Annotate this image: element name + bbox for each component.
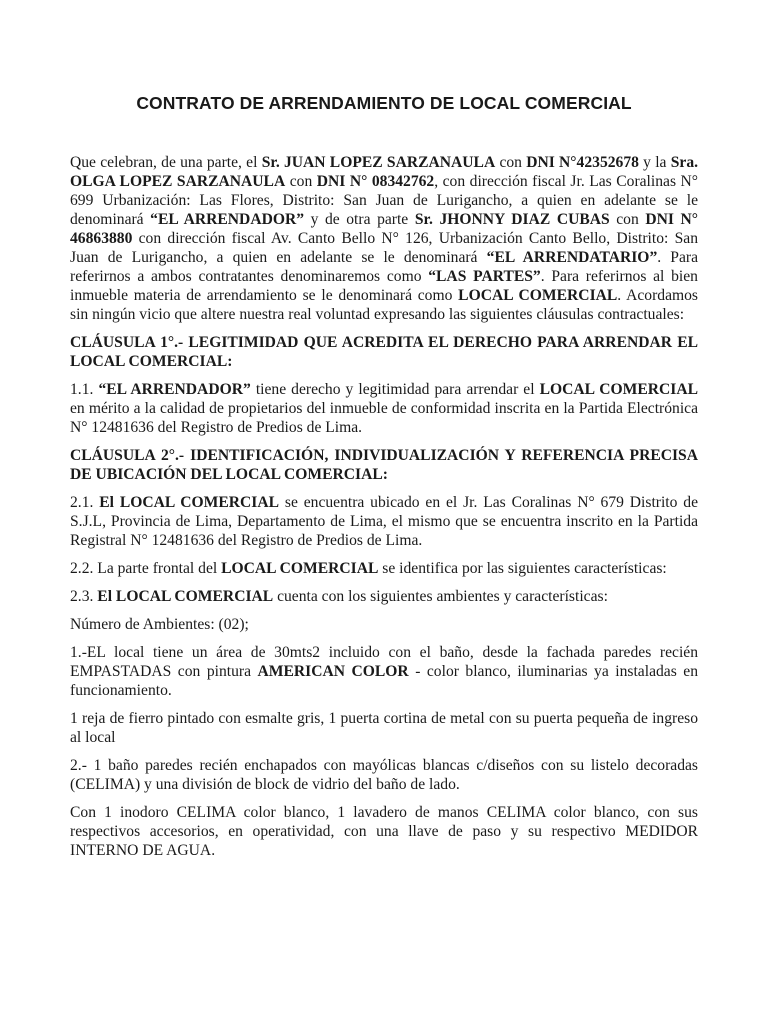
- text-run: se encuentra ubicado en el Jr. Las Coralinas N° 679 Distrito de S.J.L, Provincia de Lima, Departamento de Lima, el mismo que se encuentra inscrito en la Partida Registral N° 12481636 del Registro de Predios de Lima.: [70, 494, 698, 549]
- text-run: 1 reja de fierro pintado con esmalte gris, 1 puerta cortina de metal con su puerta pequeña de ingreso al local: [70, 710, 698, 746]
- text-run: , con dirección fiscal Jr. Las Coralinas N° 699 Urbanización: Las Flores, Distrito: San Juan de Lurigancho, a quien en adelante se le denominará: [70, 173, 699, 228]
- text-run: . Para referirnos al bien inmueble materia de arrendamiento se le denominará como: [70, 268, 698, 304]
- text-run: con: [609, 211, 646, 228]
- paragraph: [70, 153, 698, 324]
- bold-text: DNI N° 08342762: [316, 173, 435, 190]
- text-run: y la: [638, 154, 671, 171]
- text-run: en mérito a la calidad de propietarios del inmueble de conformidad inscrita en la Partida Electrónica N° 12481636 del Registro de Predios de Lima.: [70, 400, 698, 436]
- bold-text: Sr. JUAN LOPEZ SARZANAULA: [261, 154, 496, 171]
- text-run: 1.1.: [70, 381, 99, 398]
- document-body: [70, 153, 698, 860]
- bold-text: DNI N° 46863880: [70, 211, 698, 247]
- text-run: cuenta con los siguientes ambientes y características:: [273, 588, 608, 605]
- bold-text: CLÁUSULA 2°.- IDENTIFICACIÓN, INDIVIDUALIZACIÓN Y REFERENCIA PRECISA DE UBICACIÓN DEL LOCAL COMERCIAL:: [70, 447, 698, 483]
- bold-text: LOCAL COMERCIAL: [458, 287, 618, 304]
- text-run: y de otra parte: [304, 211, 415, 228]
- paragraph: [70, 493, 698, 550]
- paragraph: [70, 756, 698, 794]
- text-run: . Para referirnos a ambos contratantes denominaremos como: [70, 249, 699, 285]
- paragraph: [70, 803, 698, 860]
- text-run: con dirección fiscal Av. Canto Bello N° 126, Urbanización Canto Bello, Distrito: San Juan de Lurigancho, a quien en adelante se le denominará: [70, 230, 698, 266]
- document-title: CONTRATO DE ARRENDAMIENTO DE LOCAL COMERCIAL: [136, 93, 632, 113]
- text-run: Que celebran, de una parte, el: [70, 154, 262, 171]
- text-run: 2.1.: [70, 494, 100, 511]
- text-run: 2.- 1 baño paredes recién enchapados con mayólicas blancas c/diseños con su listelo decoradas (CELIMA) y una división de block de vidrio del baño de lado.: [70, 757, 698, 793]
- paragraph: [70, 380, 698, 437]
- bold-text: “EL ARRENDATARIO”: [486, 249, 658, 266]
- paragraph: [70, 559, 698, 578]
- bold-text: CLÁUSULA 1°.- LEGITIMIDAD QUE ACREDITA EL DERECHO PARA ARRENDAR EL LOCAL COMERCIAL:: [70, 334, 698, 370]
- text-run: - color blanco, iluminarias ya instaladas en funcionamiento.: [70, 663, 698, 699]
- bold-text: El LOCAL COMERCIAL: [99, 494, 280, 511]
- clause-heading: [70, 333, 698, 371]
- text-run: tiene derecho y legitimidad para arrendar el: [250, 381, 540, 398]
- text-run: Con 1 inodoro CELIMA color blanco, 1 lavadero de manos CELIMA color blanco, con sus respectivos accesorios, en operatividad, con una llave de paso y su respectivo MEDIDOR INTERNO DE AGUA.: [70, 804, 698, 859]
- text-run: Número de Ambientes: (02);: [70, 616, 249, 633]
- paragraph: [70, 587, 698, 606]
- bold-text: “EL ARRENDADOR”: [98, 381, 251, 398]
- text-run: . Acordamos sin ningún vicio que altere nuestra real voluntad expresando las siguientes cláusulas contractuales:: [70, 287, 698, 323]
- paragraph: [70, 709, 698, 747]
- paragraph: [70, 643, 698, 700]
- paragraph: [70, 615, 698, 634]
- bold-text: DNI N°42352678: [526, 154, 639, 171]
- text-run: con: [495, 154, 527, 171]
- bold-text: El LOCAL COMERCIAL: [97, 588, 274, 605]
- bold-text: Sra. OLGA LOPEZ SARZANAULA: [70, 154, 699, 190]
- text-run: 2.2. La parte frontal del: [70, 560, 222, 577]
- text-run: 1.-EL local tiene un área de 30mts2 incluido con el baño, desde la fachada paredes recién EMPASTADAS con pintura: [70, 644, 698, 680]
- bold-text: LOCAL COMERCIAL: [539, 381, 698, 398]
- bold-text: LOCAL COMERCIAL: [221, 560, 379, 577]
- text-run: 2.3.: [70, 588, 98, 605]
- bold-text: “EL ARRENDADOR”: [150, 211, 305, 228]
- bold-text: “LAS PARTES”: [428, 268, 541, 285]
- bold-text: AMERICAN COLOR: [257, 663, 409, 680]
- text-run: se identifica por las siguientes características:: [378, 560, 667, 577]
- clause-heading: [70, 446, 698, 484]
- text-run: con: [285, 173, 317, 190]
- bold-text: Sr. JHONNY DIAZ CUBAS: [414, 211, 610, 228]
